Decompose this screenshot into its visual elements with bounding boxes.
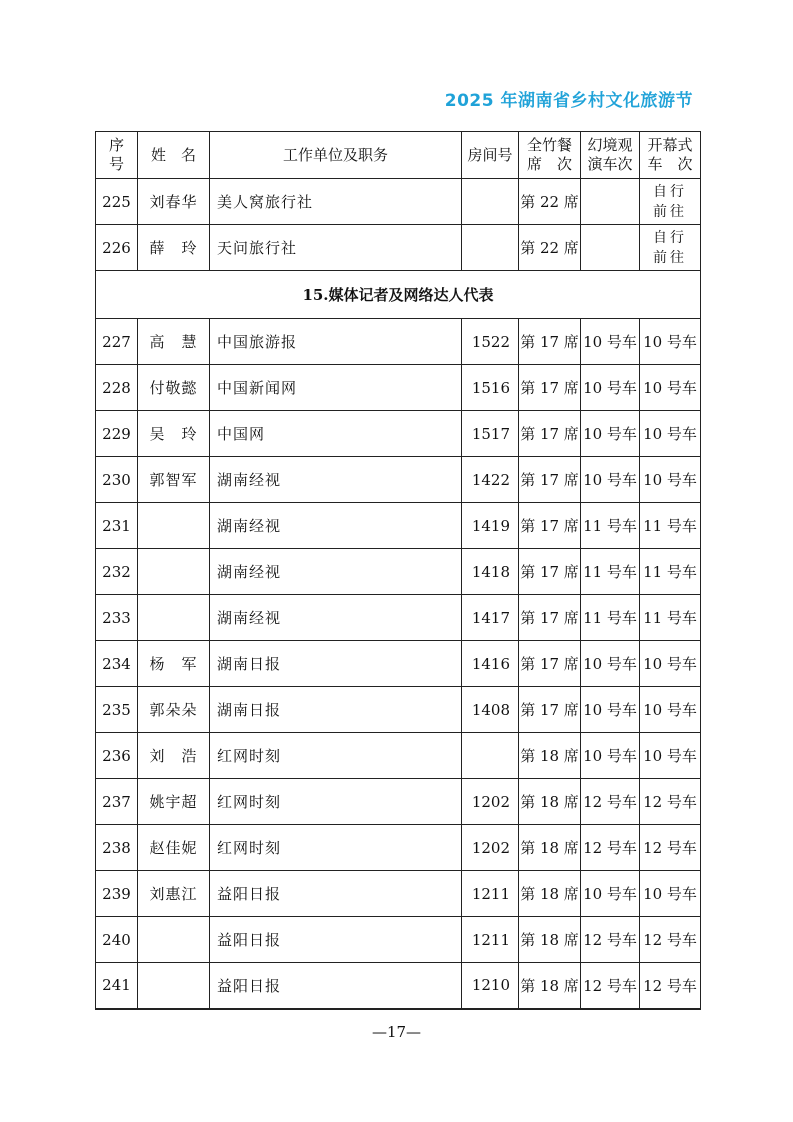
table-row [96,871,701,917]
table-body [96,179,701,1009]
cell-no: 228 [96,365,138,411]
cell-opening-bus: 10 号车 [640,365,701,411]
cell-name: 付敬懿 [138,365,210,411]
column-header-room: 房间号 [462,132,519,179]
column-header-seat: 全竹餐 席 次 [519,132,581,179]
cell-seat: 第 17 席 [519,595,581,641]
cell-room: 1202 [462,825,519,871]
cell-org: 美人窝旅行社 [210,179,462,225]
cell-room: 1210 [462,963,519,1009]
cell-opening-bus: 11 号车 [640,595,701,641]
cell-org: 红网时刻 [210,779,462,825]
cell-room: 1417 [462,595,519,641]
table-row [96,963,701,1009]
cell-room: 1416 [462,641,519,687]
cell-seat: 第 18 席 [519,733,581,779]
cell-show-bus: 11 号车 [581,595,640,641]
cell-name [138,595,210,641]
cell-name: 刘惠江 [138,871,210,917]
cell-opening-bus: 12 号车 [640,779,701,825]
cell-room: 1516 [462,365,519,411]
cell-org: 湖南经视 [210,595,462,641]
table-row [96,503,701,549]
cell-no: 234 [96,641,138,687]
cell-name: 薛 玲 [138,225,210,271]
cell-opening-bus: 自行 前往 [640,225,701,271]
cell-show-bus: 10 号车 [581,687,640,733]
cell-show-bus: 12 号车 [581,963,640,1009]
cell-org: 益阳日报 [210,963,462,1009]
cell-org: 中国旅游报 [210,319,462,365]
cell-org: 湖南经视 [210,503,462,549]
cell-room: 1418 [462,549,519,595]
cell-name: 吴 玲 [138,411,210,457]
cell-seat: 第 17 席 [519,411,581,457]
table-row [96,225,701,271]
table-row [96,319,701,365]
cell-name [138,963,210,1009]
column-header-opening-bus: 开幕式 车 次 [640,132,701,179]
cell-seat: 第 22 席 [519,225,581,271]
cell-name: 姚宇超 [138,779,210,825]
table-row [96,641,701,687]
cell-org: 益阳日报 [210,917,462,963]
cell-no: 240 [96,917,138,963]
cell-opening-bus: 11 号车 [640,549,701,595]
cell-no: 225 [96,179,138,225]
cell-room: 1211 [462,871,519,917]
table-row [96,365,701,411]
cell-opening-bus: 自行 前往 [640,179,701,225]
cell-room: 1522 [462,319,519,365]
cell-name: 郭智军 [138,457,210,503]
cell-opening-bus: 11 号车 [640,503,701,549]
cell-name: 郭朵朵 [138,687,210,733]
cell-org: 湖南经视 [210,549,462,595]
cell-room: 1422 [462,457,519,503]
cell-show-bus: 10 号车 [581,457,640,503]
table-row [96,779,701,825]
cell-show-bus: 10 号车 [581,641,640,687]
cell-show-bus: 12 号车 [581,917,640,963]
cell-org: 中国网 [210,411,462,457]
column-header-name: 姓 名 [138,132,210,179]
festival-title: 2025 年湖南省乡村文化旅游节 [444,91,693,111]
cell-no: 227 [96,319,138,365]
cell-seat: 第 17 席 [519,687,581,733]
section-row [96,271,701,319]
cell-opening-bus: 12 号车 [640,917,701,963]
table-row [96,457,701,503]
cell-no: 230 [96,457,138,503]
cell-room: 1202 [462,779,519,825]
cell-show-bus: 10 号车 [581,871,640,917]
cell-name [138,917,210,963]
cell-opening-bus: 10 号车 [640,457,701,503]
cell-no: 238 [96,825,138,871]
cell-no: 233 [96,595,138,641]
cell-opening-bus: 12 号车 [640,825,701,871]
cell-no: 229 [96,411,138,457]
cell-opening-bus: 10 号车 [640,319,701,365]
cell-show-bus [581,225,640,271]
cell-room: 1408 [462,687,519,733]
cell-no: 232 [96,549,138,595]
cell-seat: 第 17 席 [519,365,581,411]
cell-show-bus: 12 号车 [581,779,640,825]
cell-show-bus: 10 号车 [581,319,640,365]
cell-seat: 第 22 席 [519,179,581,225]
cell-name [138,549,210,595]
cell-org: 天问旅行社 [210,225,462,271]
cell-name: 高 慧 [138,319,210,365]
cell-room: 1517 [462,411,519,457]
cell-opening-bus: 10 号车 [640,411,701,457]
cell-opening-bus: 10 号车 [640,733,701,779]
cell-seat: 第 18 席 [519,779,581,825]
cell-seat: 第 17 席 [519,549,581,595]
cell-name: 赵佳妮 [138,825,210,871]
cell-seat: 第 17 席 [519,319,581,365]
cell-no: 235 [96,687,138,733]
cell-seat: 第 18 席 [519,825,581,871]
cell-room [462,225,519,271]
cell-org: 湖南日报 [210,641,462,687]
cell-name: 刘春华 [138,179,210,225]
table-row [96,917,701,963]
table-row [96,825,701,871]
table-row [96,595,701,641]
column-header-no: 序 号 [96,132,138,179]
cell-name: 杨 军 [138,641,210,687]
cell-name: 刘 浩 [138,733,210,779]
cell-seat: 第 18 席 [519,963,581,1009]
cell-show-bus: 12 号车 [581,825,640,871]
cell-opening-bus: 10 号车 [640,641,701,687]
cell-opening-bus: 10 号车 [640,687,701,733]
column-header-show-bus: 幻境观 演车次 [581,132,640,179]
cell-org: 湖南经视 [210,457,462,503]
cell-room: 1211 [462,917,519,963]
cell-opening-bus: 10 号车 [640,871,701,917]
cell-org: 湖南日报 [210,687,462,733]
attendee-table [95,131,701,1010]
table-header-row [96,132,701,179]
cell-no: 231 [96,503,138,549]
cell-no: 237 [96,779,138,825]
cell-show-bus: 11 号车 [581,549,640,595]
cell-name [138,503,210,549]
cell-seat: 第 17 席 [519,641,581,687]
cell-seat: 第 17 席 [519,457,581,503]
cell-org: 红网时刻 [210,825,462,871]
cell-show-bus [581,179,640,225]
cell-no: 239 [96,871,138,917]
cell-no: 236 [96,733,138,779]
section-title: 15.媒体记者及网络达人代表 [96,271,701,319]
page-number: —17— [371,1023,422,1041]
column-header-org: 工作单位及职务 [210,132,462,179]
table-row [96,179,701,225]
table-row [96,687,701,733]
cell-show-bus: 11 号车 [581,503,640,549]
cell-room [462,179,519,225]
cell-show-bus: 10 号车 [581,365,640,411]
cell-seat: 第 17 席 [519,503,581,549]
cell-room: 1419 [462,503,519,549]
cell-no: 241 [96,963,138,1009]
cell-org: 益阳日报 [210,871,462,917]
cell-show-bus: 10 号车 [581,411,640,457]
table-row [96,733,701,779]
cell-opening-bus: 12 号车 [640,963,701,1009]
cell-seat: 第 18 席 [519,917,581,963]
table-row [96,549,701,595]
cell-org: 中国新闻网 [210,365,462,411]
cell-seat: 第 18 席 [519,871,581,917]
cell-room [462,733,519,779]
table-row [96,411,701,457]
cell-show-bus: 10 号车 [581,733,640,779]
cell-org: 红网时刻 [210,733,462,779]
cell-no: 226 [96,225,138,271]
